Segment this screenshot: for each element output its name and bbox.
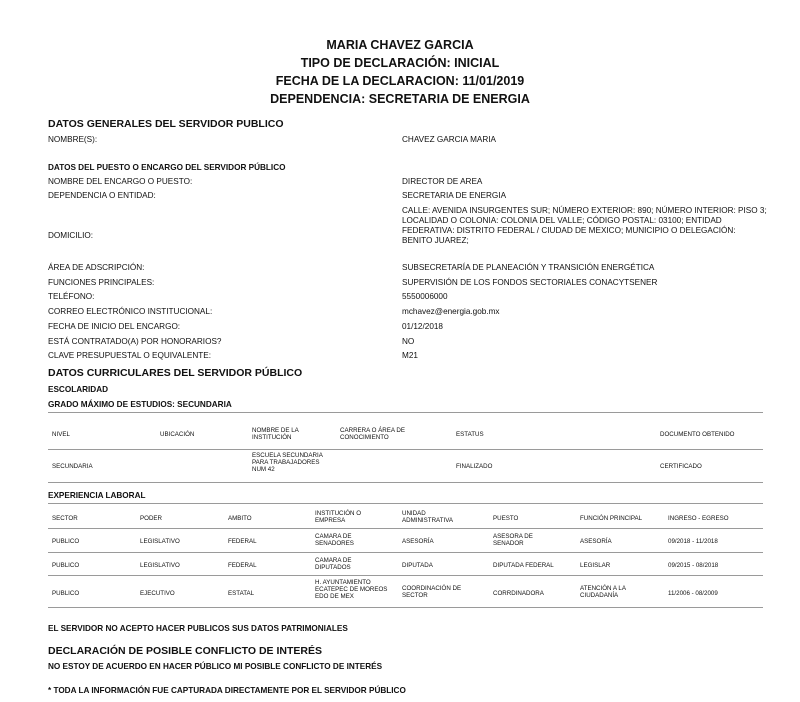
address-value: CALLE: AVENIDA INSURGENTES SUR; NÚMERO EXTERIOR: 890; NÚMERO INTERIOR: PISO 3; LOCALIDAD O COLONIA: COLONIA DEL VALLE; CÓDIGO POSTAL: 03100; ENTIDAD FEDERATIVA: DISTRITO FEDERAL / CIUDAD DE MEXICO; MUNICIPIO O DELEGACIÓN: BENITO JUAREZ; <box>402 206 767 245</box>
schooling-title: ESCOLARIDAD <box>48 385 109 394</box>
exp-header-poder: PODER <box>140 515 163 522</box>
footer-note: * TODA LA INFORMACIÓN FUE CAPTURADA DIRECTAMENTE POR EL SERVIDOR PÚBLICO <box>48 686 406 695</box>
patrimonial-notice: EL SERVIDOR NO ACEPTO HACER PUBLICOS SUS DATOS PATRIMONIALES <box>48 624 348 633</box>
email-value: mchavez@energia.gob.mx <box>402 307 500 316</box>
divider <box>48 503 763 504</box>
curricular-data-title: DATOS CURRICULARES DEL SERVIDOR PÚBLICO <box>48 367 303 379</box>
position-value: DIRECTOR DE AREA <box>402 177 483 186</box>
edu-header-documento: DOCUMENTO OBTENIDO <box>660 431 735 438</box>
divider <box>48 412 763 413</box>
exp-cell-funcion: ATENCIÓN A LA CIUDADANÍA <box>580 585 626 600</box>
exp-cell-poder: EJECUTIVO <box>140 590 175 597</box>
edu-cell-estatus: FINALIZADO <box>456 463 493 470</box>
exp-header-ingreso: INGRESO - EGRESO <box>668 515 729 522</box>
max-degree-title: GRADO MÁXIMO DE ESTUDIOS: SECUNDARIA <box>48 400 232 409</box>
functions-value: SUPERVISIÓN DE LOS FONDOS SECTORIALES CONACYTSENER <box>402 278 658 287</box>
exp-cell-sector: PUBLICO <box>52 538 80 545</box>
exp-cell-ambito: ESTATAL <box>228 590 255 597</box>
divider <box>48 449 763 450</box>
exp-cell-poder: LEGISLATIVO <box>140 562 180 569</box>
general-data-title: DATOS GENERALES DEL SERVIDOR PUBLICO <box>48 118 284 130</box>
exp-cell-funcion: ASESORÍA <box>580 538 612 545</box>
edu-cell-nivel: SECUNDARIA <box>52 463 93 470</box>
phone-label: TELÉFONO: <box>48 292 95 301</box>
exp-header-ambito: AMBITO <box>228 515 252 522</box>
position-data-title: DATOS DEL PUESTO O ENCARGO DEL SERVIDOR PÚBLICO <box>48 163 286 172</box>
exp-cell-unidad: DIPUTADA <box>402 562 433 569</box>
exp-cell-funcion: LEGISLAR <box>580 562 611 569</box>
exp-cell-puesto: CORRDINADORA <box>493 590 544 597</box>
edu-cell-documento: CERTIFICADO <box>660 463 702 470</box>
fees-label: ESTÁ CONTRATADO(A) POR HONORARIOS? <box>48 337 222 346</box>
phone-value: 5550006000 <box>402 292 448 301</box>
exp-header-unidad: UNIDAD ADMINISTRATIVA <box>402 510 453 525</box>
exp-cell-unidad: ASESORÍA <box>402 538 434 545</box>
name-label: NOMBRE(S): <box>48 135 98 144</box>
start-date-label: FECHA DE INICIO DEL ENCARGO: <box>48 322 181 331</box>
exp-cell-institucion: H. AYUNTAMIENTO ECATEPEC DE MOREOS EDO DE MEX <box>315 579 388 601</box>
budget-key-value: M21 <box>402 351 418 360</box>
edu-header-institucion: NOMBRE DE LA INSTITUCIÓN <box>252 427 299 442</box>
agency-value: SECRETARIA DE ENERGIA <box>402 191 507 200</box>
conflict-text: NO ESTOY DE ACUERDO EN HACER PÚBLICO MI POSIBLE CONFLICTO DE INTERÉS <box>48 662 383 671</box>
area-label: ÁREA DE ADSCRIPCIÓN: <box>48 263 145 272</box>
exp-header-institucion: INSTITUCIÓN O EMPRESA <box>315 510 362 525</box>
exp-cell-ambito: FEDERAL <box>228 538 257 545</box>
exp-cell-sector: PUBLICO <box>52 562 80 569</box>
edu-header-ubicacion: UBICACIÓN <box>160 431 195 438</box>
work-experience-title: EXPERIENCIA LABORAL <box>48 491 146 500</box>
declarant-name: MARIA CHAVEZ GARCIA <box>326 38 474 52</box>
divider <box>48 575 763 576</box>
divider <box>48 528 763 529</box>
budget-key-label: CLAVE PRESUPUESTAL O EQUIVALENTE: <box>48 351 212 360</box>
functions-label: FUNCIONES PRINCIPALES: <box>48 278 155 287</box>
position-label: NOMBRE DEL ENCARGO O PUESTO: <box>48 177 193 186</box>
exp-cell-unidad: COORDINACIÓN DE SECTOR <box>402 585 462 600</box>
exp-cell-puesto: DIPUTADA FEDERAL <box>493 562 554 569</box>
name-value: CHAVEZ GARCIA MARIA <box>402 135 497 144</box>
declaration-agency: DEPENDENCIA: SECRETARIA DE ENERGIA <box>270 92 530 106</box>
exp-cell-puesto: ASESORA DE SENADOR <box>493 533 533 548</box>
edu-header-estatus: ESTATUS <box>456 431 484 438</box>
edu-header-nivel: NIVEL <box>52 431 70 438</box>
edu-cell-institucion: ESCUELA SECUNDARIA PARA TRABAJADORES NUM 42 <box>252 452 323 474</box>
email-label: CORREO ELECTRÓNICO INSTITUCIONAL: <box>48 307 213 316</box>
start-date-value: 01/12/2018 <box>402 322 443 331</box>
conflict-title: DECLARACIÓN DE POSIBLE CONFLICTO DE INTERÉS <box>48 645 322 657</box>
divider <box>48 482 763 483</box>
declaration-date: FECHA DE LA DECLARACION: 11/01/2019 <box>275 74 525 88</box>
exp-cell-institucion: CAMARA DE DIPUTADOS <box>315 557 352 572</box>
area-value: SUBSECRETARÍA DE PLANEACIÓN Y TRANSICIÓN ENERGÉTICA <box>402 263 655 272</box>
exp-cell-ingreso: 09/2015 - 08/2018 <box>668 562 719 569</box>
exp-cell-poder: LEGISLATIVO <box>140 538 180 545</box>
address-label: DOMICILIO: <box>48 231 94 240</box>
exp-cell-ambito: FEDERAL <box>228 562 257 569</box>
agency-label: DEPENDENCIA O ENTIDAD: <box>48 191 156 200</box>
exp-header-puesto: PUESTO <box>493 515 519 522</box>
fees-value: NO <box>402 337 415 346</box>
exp-header-sector: SECTOR <box>52 515 78 522</box>
exp-cell-institucion: CAMARA DE SENADORES <box>315 533 354 548</box>
edu-header-carrera: CARRERA O ÁREA DE CONOCIMIENTO <box>340 427 405 442</box>
exp-header-funcion: FUNCIÓN PRINCIPAL <box>580 515 643 522</box>
divider <box>48 607 763 608</box>
declaration-type: TIPO DE DECLARACIÓN: INICIAL <box>300 56 500 70</box>
exp-cell-sector: PUBLICO <box>52 590 80 597</box>
exp-cell-ingreso: 09/2018 - 11/2018 <box>668 538 718 545</box>
divider <box>48 552 763 553</box>
exp-cell-ingreso: 11/2006 - 08/2009 <box>668 590 718 597</box>
